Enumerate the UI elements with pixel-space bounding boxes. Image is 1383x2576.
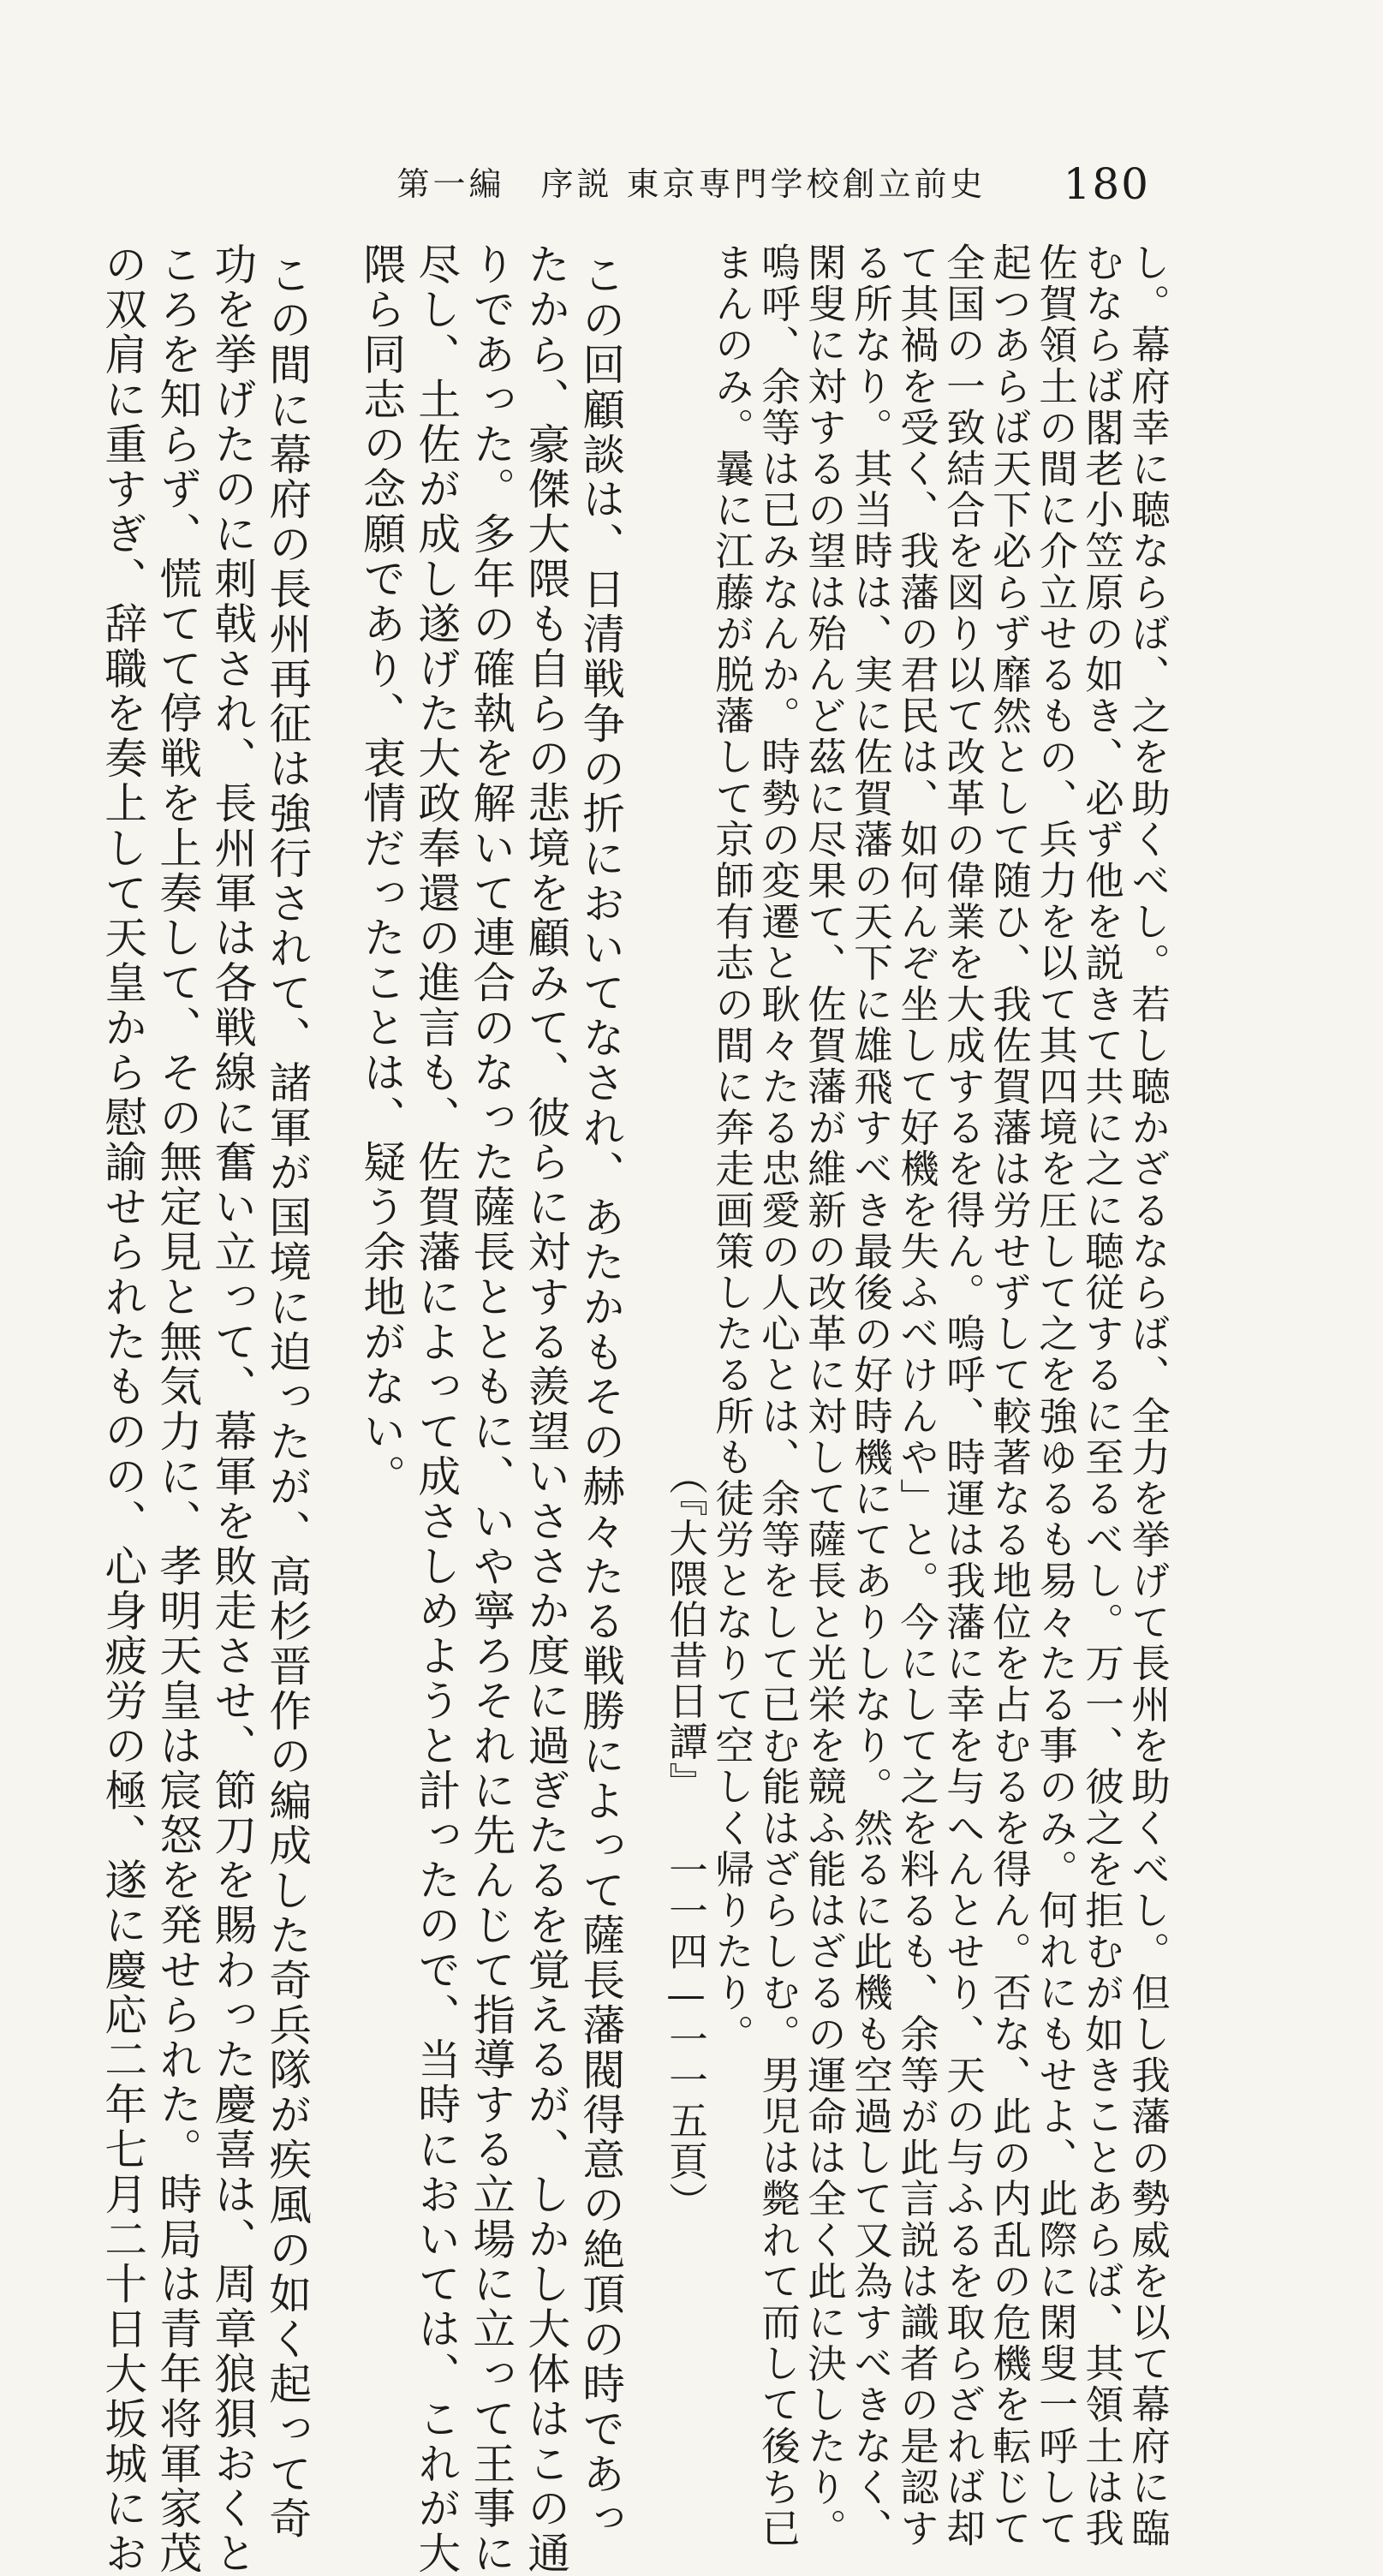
quote-column-10: まんのみ。曩に江藤が脱藩して京師有志の間に奔走画策したる所も徒労となりて空しく帰りたり。 — [709, 242, 755, 2055]
citation: （『大隈伯昔日譚』 一一四—一一五頁） — [663, 1456, 709, 2222]
quote-column-6: て其禍を受く、我藩の君民は、如何んぞ坐して好機を失ふべけんや」と。今にして之を料るも、余等が此言説は識者の是認す — [894, 242, 940, 2549]
body-column-9: の双肩に重すぎ、辞職を奏上して天皇から慰諭せられたものの、心身疲労の極、遂に慶応二年七月二十日大坂城にお — [98, 242, 148, 2576]
body-column-8: ころを知らず、慌てて停戦を上奏して、その無定見と無気力に、孝明天皇は宸怒を発せられた。時局は青年将軍家茂 — [152, 242, 203, 2576]
quote-column-4: 起つあらば天下必らず靡然として随ひ、我佐賀藩は労せずして較著なる地位を占むるを得ん。否な、此の内乱の危機を転じて — [987, 242, 1033, 2549]
body-column-6: この間に幕府の長州再征は強行されて、諸軍が国境に迫ったが、高杉晋作の編成した奇兵隊が疾風の如く起って奇 — [262, 253, 313, 2542]
page-number: 180 — [1063, 159, 1150, 209]
body-column-1: この回顧談は、日清戦争の折においてなされ、あたかもその赫々たる戦勝によって薩長藩閥得意の絶頂の時であっ — [575, 253, 626, 2542]
quote-column-5: 全国の一致結合を図り以て改革の偉業を大成するを得ん。嗚呼、時運は我藩に幸を与へんとせり、天の与ふるを取らざれば却 — [940, 242, 987, 2549]
quote-column-7: る所なり。其当時は、実に佐賀藩の天下に雄飛すべき最後の好時機にてありしなり。然るに此機も空過して又為すべきなく、 — [848, 242, 894, 2549]
body-column-3: りであった。多年の確執を解いて連合のなった薩長とともに、いや寧ろそれに先んじて指導する立場に立って王事に — [466, 242, 516, 2576]
body-column-2: たから、豪傑大隈も自らの悲境を顧みて、彼らに対する羨望いささか度に過ぎたるを覚えるが、しかし大体はこの通 — [521, 242, 571, 2576]
body-column-5: 隈ら同志の念願であり、衷情だったことは、疑う余地がない。 — [356, 242, 407, 1500]
quote-column-8: 閑叟に対するの望は殆んど茲に尽果て、佐賀藩が維新の改革に対して薩長と光栄を競ふ能はざるの運命は全く此に決したり。 — [802, 242, 848, 2549]
quote-column-2: むならば閣老小笠原の如き、必ず他を説きて共に之に聴従するに至るべし。万一、彼之を拒むが如きことあらば、其領土は我 — [1079, 242, 1125, 2549]
quote-column-1: し。幕府幸に聴ならば、之を助くべし。若し聴かざるならば、全力を挙げて長州を助くべし。但し我藩の勢威を以て幕府に臨 — [1125, 242, 1171, 2549]
body-column-7: 功を挙げたのに刺戟され、長州軍は各戦線に奮い立って、幕軍を敗走させ、節刀を賜わった慶喜は、周章狼狽おくと — [207, 242, 258, 2576]
running-head: 第一編 序説 東京専門学校創立前史 — [396, 165, 987, 203]
body-column-4: 尽し、土佐が成し遂げた大政奉還の進言も、佐賀藩によって成さしめようと計ったので、当時においては、これが大 — [411, 242, 462, 2576]
quote-column-9: 嗚呼、余等は已みなんか。時勢の変遷と耿々たる忠愛の人心とは、余等をして已む能はざらしむ。男児は斃れて而して後ち已 — [755, 242, 802, 2549]
quote-column-3: 佐賀領土の間に介立せるもの、兵力を以て其四境を圧して之を強ゆるも易々たる事のみ。何れにもせよ、此際に閑叟一呼して — [1033, 242, 1079, 2549]
